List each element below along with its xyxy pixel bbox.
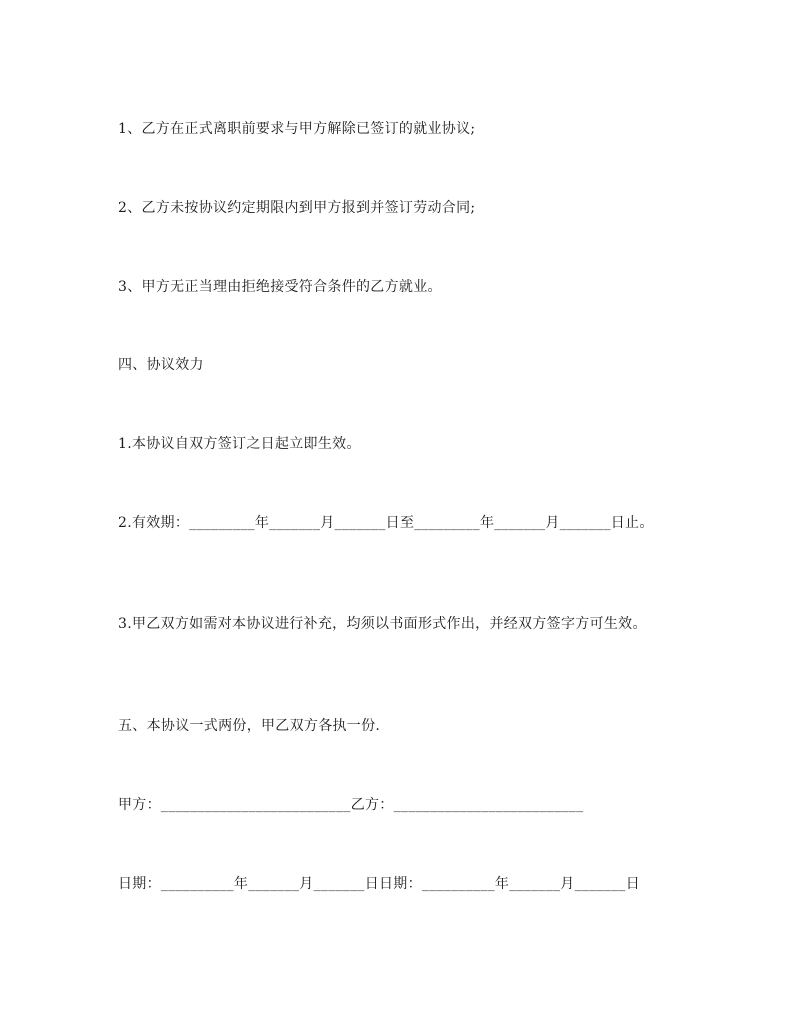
section-heading-4: 四、协议效力 — [118, 357, 204, 373]
section-5-copies: 五、本协议一式两份，甲乙双方各执一份. — [118, 718, 381, 734]
clause-4-2-validity: 2.有效期：_________年_______月_______日至_________年_______月_______日止。 — [118, 515, 654, 531]
clause-3-2: 2、乙方未按协议约定期限内到甲方报到并签订劳动合同; — [118, 200, 476, 216]
clause-4-3: 3.甲乙双方如需对本协议进行补充，均须以书面形式作出，并经双方签字方可生效。 — [118, 616, 647, 632]
signature-parties-line: 甲方：__________________________乙方：__________________________ — [118, 797, 584, 813]
clause-3-3: 3、甲方无正当理由拒绝接受符合条件的乙方就业。 — [118, 279, 442, 295]
clause-4-1: 1.本协议自双方签订之日起立即生效。 — [118, 436, 361, 452]
signature-date-line: 日期：__________年_______月_______日日期：__________年_______月_______日 — [118, 876, 640, 892]
clause-3-1: 1、乙方在正式离职前要求与甲方解除已签订的就业协议; — [118, 121, 476, 137]
